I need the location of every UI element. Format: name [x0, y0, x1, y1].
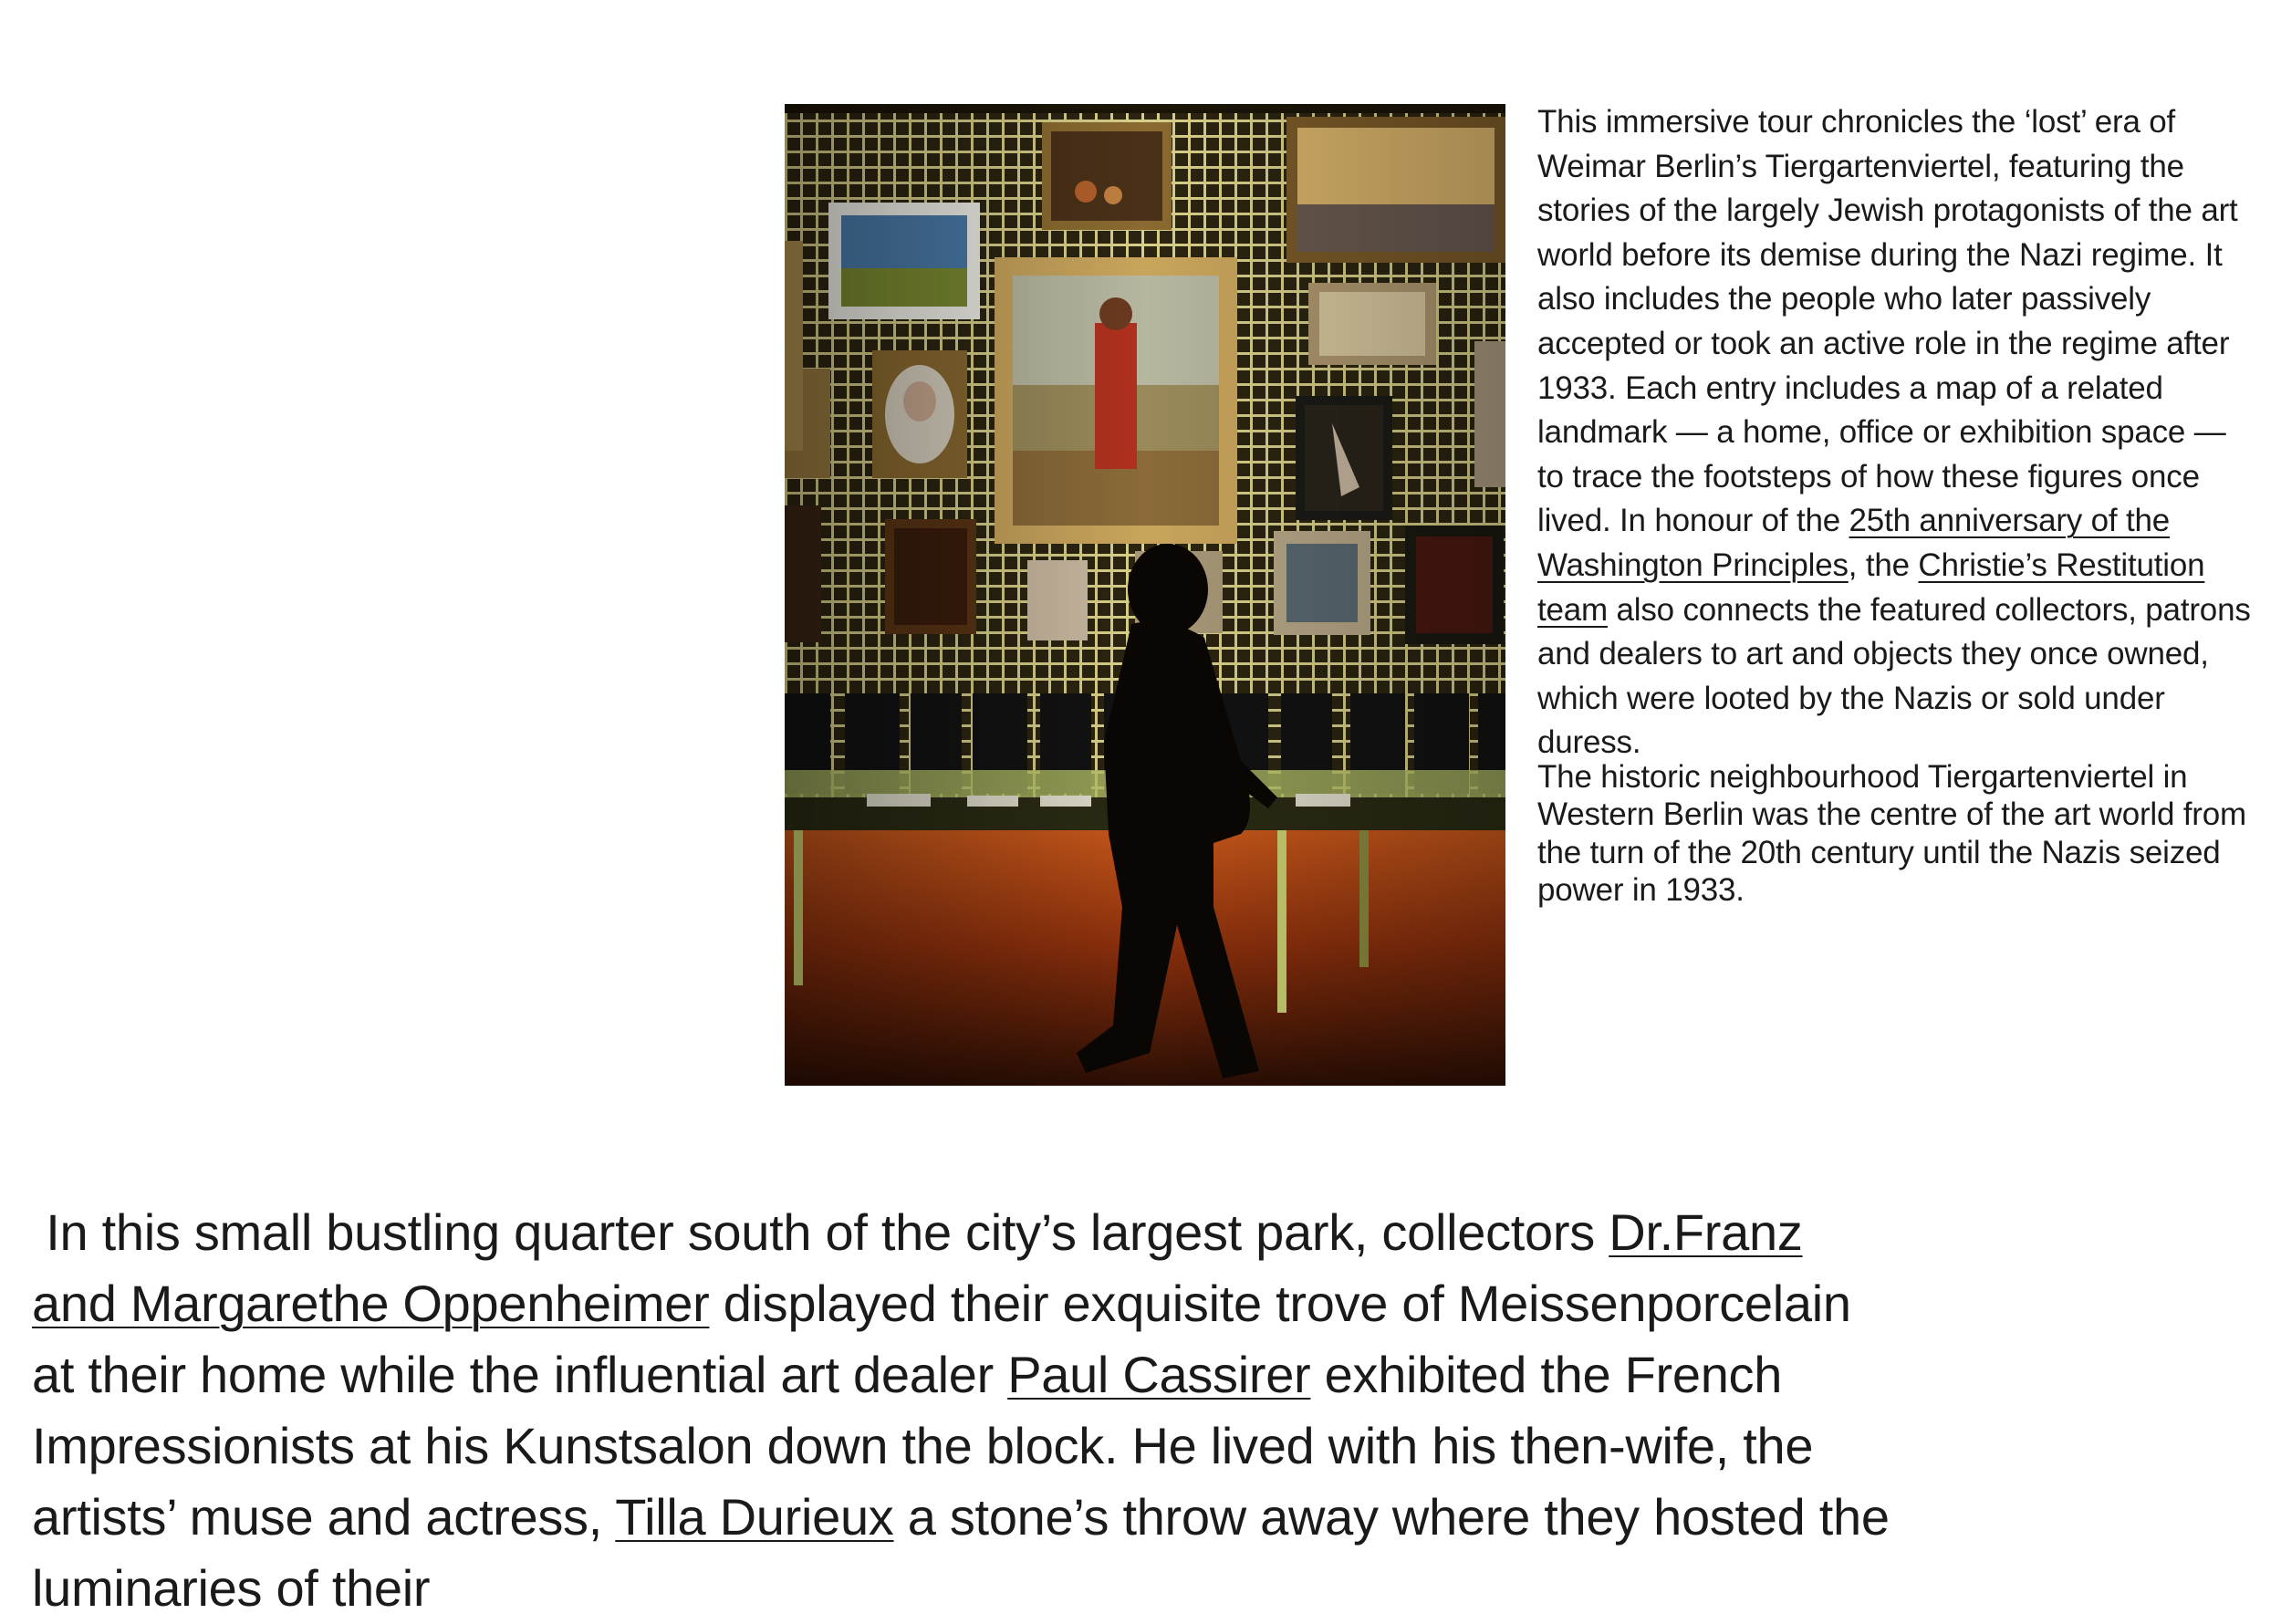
washington-principles-link[interactable]: 25th anniversary of the Washington Principles — [1537, 503, 2170, 583]
oppenheimer-link[interactable]: Dr.Franz and Margarethe Oppenheimer — [32, 1203, 1803, 1332]
photo-caption: The historic neighbourhood Tiergartenviertel in Western Berlin was the centre of the art world from the turn of the 20th century until the Nazis seized power in 1933. — [1537, 758, 2246, 909]
gallery-photo — [785, 104, 1505, 1086]
tilla-durieux-link[interactable]: Tilla Durieux — [615, 1488, 894, 1546]
intro-paragraph — [1537, 100, 2258, 765]
paul-cassirer-link[interactable]: Paul Cassirer — [1007, 1346, 1311, 1403]
article-text-part: In this small bustling quarter south of the city’s largest park, collectors — [32, 1203, 1609, 1261]
intro-text-part: also connects the featured collectors, patrons and dealers to art and objects they once owned, which were looted by the Nazis or sold under duress. — [1537, 591, 2251, 761]
gallery-illustration — [785, 104, 1505, 1086]
intro-text — [1537, 100, 2258, 910]
article-text-part: displayed their exquisite trove of Meissenporcelain at their home while the influential art dealer — [32, 1275, 1851, 1403]
article-paragraph — [32, 1197, 1893, 1624]
main-article-text — [32, 1197, 1893, 1624]
restitution-team-link[interactable]: Christie’s Restitution team — [1537, 547, 2205, 628]
article-text-part: a stone’s throw away where they hosted the luminaries of their — [32, 1488, 1890, 1617]
intro-text-part: , the — [1848, 547, 1919, 583]
intro-text-part: This immersive tour chronicles the ‘lost’ era of Weimar Berlin’s Tiergartenviertel, featuring the stories of the largely Jewish protagonists of the art world before its demise during the Nazi regime. It also includes the people who later passively accepted or took an active role in the regime after 1933. Each entry includes a map of a related landmark — a home, office or exhibition space — to trace the footsteps of how these figures once lived. In honour of the — [1537, 104, 2238, 539]
article-text-part: exhibited the French Impressionists at his Kunstsalon down the block. He lived with his then-wife, the artists’ muse and actress, — [32, 1346, 1814, 1546]
